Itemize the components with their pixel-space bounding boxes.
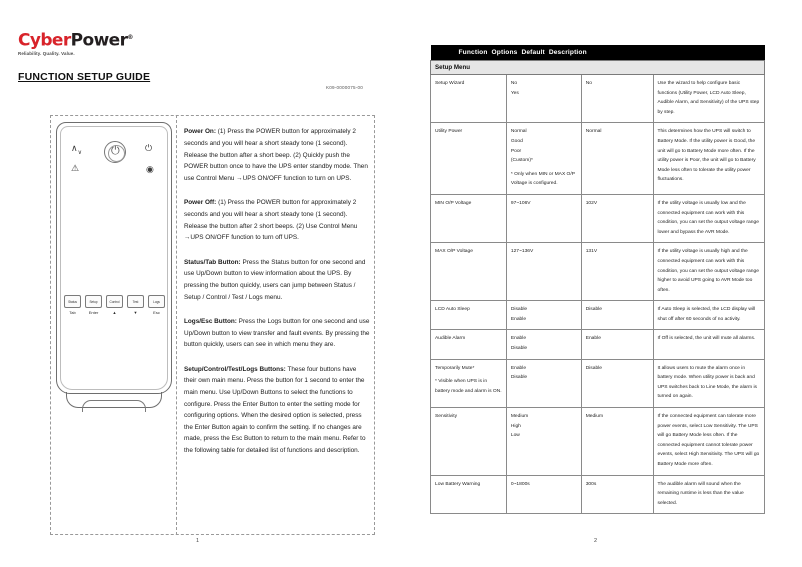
- table-row: [431, 408, 765, 476]
- instruction-setup-buttons: [184, 364, 370, 457]
- table-section-setup-menu: [431, 61, 765, 75]
- ups-button-control[interactable]: [106, 295, 123, 316]
- row-description: If the utility voltage is usually high and the connected equipment can work with this condition, you can set the output voltage range higher to avoid UPS going to AVR Mode too often.: [653, 243, 764, 301]
- option-item: Enable: [510, 365, 527, 371]
- row-function: Setup Wizard: [431, 75, 507, 123]
- option-item: No: [510, 81, 518, 86]
- ups-button-setup[interactable]: [85, 295, 102, 316]
- option-item: Disable: [510, 375, 528, 381]
- row-description: This determines how the UPS will switch to Battery Mode. If the utility power is Good, the unit will go to Battery Mode more often. If the utility power is Poor, the unit will go to Battery Mode less often to tolerate the utility power fluctuations.: [653, 123, 764, 195]
- page-number-left: 1: [196, 538, 200, 544]
- option-item: Poor: [510, 148, 522, 154]
- option-item: 0~1800s: [510, 481, 530, 487]
- ups-button-control-label: Control: [109, 299, 120, 304]
- option-item: Yes: [510, 90, 519, 96]
- table-row: [431, 475, 765, 514]
- instruction-power-on-body: (1) Press the POWER button for approximately 2 seconds and you will hear a short steady tone (1 second). Release the button after a short beep. (2) Quickly push the POWER button once to have the UPS enter standby mode. Then use Control Menu →UPS ON/OFF function to turn on UPS.: [184, 128, 368, 182]
- option-item: 97~106V: [510, 200, 531, 206]
- row-default: 102V: [581, 194, 653, 242]
- table-header-row: [431, 45, 765, 61]
- row-options: [506, 408, 581, 476]
- instruction-status-tab-body: Press the Status button for one second and use Up/Down button to view information about the UPS. By pressing the button quickly, users can jump between Status / Setup / Control / Test / Logs menu.: [184, 258, 366, 301]
- cyberpower-logo: [18, 29, 133, 56]
- instruction-logs-esc-heading: Logs/Esc Button:: [184, 318, 237, 326]
- row-default: No: [581, 75, 653, 123]
- ups-button-status[interactable]: [64, 295, 81, 316]
- logo-power-text: Power: [70, 30, 128, 51]
- row-options: [506, 123, 581, 195]
- ups-button-logs-label: Logs: [153, 299, 160, 304]
- ups-front-panel-illustration: [56, 122, 172, 412]
- option-item: Disable: [510, 307, 528, 313]
- option-item: High: [510, 423, 521, 429]
- row-options: [506, 75, 581, 123]
- row-default: 300s: [581, 475, 653, 514]
- option-footnote: * Only when MIN or MAX O/P: [510, 171, 575, 177]
- row-function: MAX O/P Voltage: [431, 243, 507, 301]
- option-item: Disable: [510, 346, 528, 352]
- logo-tagline: Reliability. Quality. Value.: [18, 50, 75, 56]
- table-row: [431, 301, 765, 330]
- row-options: [506, 243, 581, 301]
- instruction-power-on-heading: Power On:: [184, 128, 216, 136]
- instruction-logs-esc-body: Press the Logs button for one second and use Up/Down button to view transfer and fault events. By pressing the button quickly, users can see in which menu they are.: [184, 318, 370, 349]
- instruction-power-off: [184, 197, 370, 243]
- row-default: 131V: [581, 243, 653, 301]
- down-arrow-icon: ▼: [133, 310, 138, 315]
- table-section-label: Setup Menu: [431, 61, 765, 75]
- ups-button-test[interactable]: [127, 295, 144, 316]
- row-options: [506, 301, 581, 330]
- row-function: Temporarily Mute*: [435, 365, 475, 371]
- option-item: 127~136V: [510, 249, 534, 255]
- row-description: It allows users to mute the alarm once in battery mode. When utility power is back and UPS switches back to Line Mode, the alarm is turned on again.: [653, 359, 764, 407]
- row-function: Utility Power: [431, 123, 507, 195]
- row-options: [506, 359, 581, 407]
- row-default: Disable: [581, 301, 653, 330]
- instruction-setup-buttons-body: These four buttons have their own main menu. Press the button for 1 second to enter the main menu. Use Up/Down Buttons to select the functions to configure. Press the Enter Button to enter the setting mode for configuring options. When the desired option is selected, press the Enter Button again to confirm the setting. If no changes are made, press the Esc Button to return to the main menu. Refer to the following table for detailed list of functions and description.: [184, 365, 366, 455]
- logo-cyber-text: Cyber: [18, 30, 71, 51]
- instruction-status-tab-heading: Status/Tab Button:: [184, 258, 241, 266]
- page-title: FUNCTION SETUP GUIDE: [18, 71, 151, 83]
- right-page: [402, 0, 802, 567]
- ups-button-status-sublabel: Tab: [69, 310, 76, 315]
- power-button[interactable]: [104, 141, 126, 163]
- up-arrow-icon: ▲: [112, 310, 117, 315]
- instruction-logs-esc: [184, 316, 370, 351]
- power-icon: ⏻: [111, 145, 120, 157]
- row-options: [506, 475, 581, 514]
- row-description: If Off is selected, the unit will mute all alarms.: [653, 330, 764, 359]
- instruction-power-off-body: (1) Press the POWER button for approximately 2 seconds and you will hear a short steady tone (1 second). Release the button after 2 short beeps. (2) Use Control Menu →UPS ON/OFF function to turn off UPS.: [184, 199, 358, 242]
- row-default: Enable: [581, 330, 653, 359]
- table-header-function: Function: [458, 49, 488, 56]
- row-function: Sensitivity: [431, 408, 507, 476]
- option-item: Medium: [510, 414, 529, 420]
- document-number: K09-0000075-00: [326, 85, 364, 90]
- table-row: [431, 243, 765, 301]
- ups-button-setup-label: Setup: [89, 299, 98, 304]
- instruction-text-column: [184, 120, 370, 470]
- ups-button-status-label: Status: [68, 299, 77, 304]
- option-item: Enable: [510, 336, 527, 342]
- row-function: LCD Auto Sleep: [431, 301, 507, 330]
- option-item: Enable: [510, 316, 527, 322]
- table-header-labels: [431, 45, 654, 61]
- ups-button-logs-sublabel: Esc: [153, 310, 160, 315]
- option-item: Good: [510, 138, 523, 144]
- ups-body: [56, 122, 172, 394]
- instruction-power-off-heading: Power Off:: [184, 199, 217, 207]
- row-description: If Auto Sleep is selected, the LCD display will shut off after 60 seconds of no activity.: [653, 301, 764, 330]
- instruction-divider: [176, 115, 177, 535]
- warning-icon: ⚠: [71, 163, 80, 173]
- page-number-right: 2: [594, 538, 598, 544]
- row-function: Low Battery Warning: [431, 475, 507, 514]
- logo-wordmark: [18, 29, 133, 50]
- row-function: Audible Alarm: [431, 330, 507, 359]
- row-description: If the connected equipment can tolerate more power events, select Low Sensitivity. The UPS will go Battery Mode less often. If the connected equipment cannot tolerate power events, select High Sensitivity. The UPS will go Battery Mode more often.: [653, 408, 764, 476]
- instruction-power-on: [184, 126, 370, 184]
- row-default: Medium: [581, 408, 653, 476]
- function-setup-table: [430, 45, 765, 514]
- instruction-status-tab: [184, 257, 370, 303]
- row-options: [506, 194, 581, 242]
- avr-icon: $\wedge_\vee$: [71, 143, 82, 156]
- table-row: [431, 75, 765, 123]
- table-row: [431, 194, 765, 242]
- table-header-options: Options: [491, 49, 518, 56]
- plug-icon: ◉: [146, 164, 154, 174]
- row-description: If the utility voltage is usually low and the connected equipment can work with this condition, you can set the output voltage range lower and bypass the AVR Mode.: [653, 194, 764, 242]
- ups-base-foot: [82, 400, 146, 412]
- row-function: MIN O/P Voltage: [431, 194, 507, 242]
- table-header-default: Default: [521, 49, 545, 56]
- table-row: [431, 359, 765, 407]
- row-default: Normal: [581, 123, 653, 195]
- row-description: The audible alarm will sound when the remaining runtime is less than the value selected.: [653, 475, 764, 514]
- table-header-filler: [653, 45, 764, 61]
- ups-button-setup-sublabel: Enter: [88, 310, 99, 315]
- table-row: [431, 330, 765, 359]
- row-description: Use the wizard to help configure basic functions (Utility Power, LCD Auto Sleep, Audible Alarm, and Sensitivity) of the UPS step by step.: [653, 75, 764, 123]
- logo-trademark-icon: ®: [127, 34, 133, 41]
- ups-button-test-label: Test: [132, 299, 139, 304]
- row-function-with-note: [431, 359, 507, 407]
- battery-icon: ⏻: [145, 143, 153, 153]
- table-header-description: Description: [548, 49, 587, 56]
- ups-button-logs[interactable]: [148, 295, 165, 316]
- table-row: [431, 123, 765, 195]
- option-footnote-cont: Voltage is configured.: [510, 181, 558, 187]
- row-options: [506, 330, 581, 359]
- option-item: (Custom)*: [510, 158, 533, 164]
- row-default: Disable: [581, 359, 653, 407]
- option-item: Low: [510, 433, 520, 439]
- row-function-note: * Visible when UPS is in battery mode and alarm is ON.: [435, 379, 502, 394]
- instruction-setup-buttons-heading: Setup/Control/Test/Logs Buttons:: [184, 365, 286, 373]
- option-item: Normal: [510, 129, 527, 135]
